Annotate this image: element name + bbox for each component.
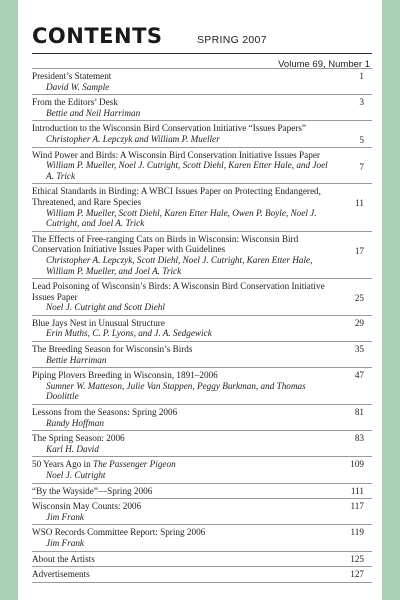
entry-authors: Erin Muths, C. P. Lyons, and J. A. Sedgewick bbox=[46, 328, 212, 339]
toc-entry[interactable] bbox=[32, 551, 372, 567]
entry-page: 29 bbox=[354, 317, 364, 328]
entry-page: 119 bbox=[350, 527, 364, 538]
entry-authors: Jim Frank bbox=[46, 537, 85, 548]
entry-authors: Noel J. Cutright bbox=[46, 470, 106, 480]
contents-list bbox=[32, 68, 372, 583]
entry-page: 111 bbox=[350, 485, 364, 496]
entry-page: 47 bbox=[354, 370, 364, 381]
toc-entry[interactable] bbox=[32, 120, 372, 146]
toc-entry[interactable] bbox=[32, 367, 372, 404]
entry-title: “By the Wayside”—Spring 2006 bbox=[32, 485, 153, 496]
entry-authors: Sumner W. Matteson, Julie Van Stappen, Peggy Burkman, and Thomas Doolittle bbox=[46, 380, 306, 402]
toc-entry[interactable] bbox=[32, 404, 372, 430]
entry-page: 83 bbox=[354, 433, 364, 444]
entry-title: Introduction to the Wisconsin Bird Conservation Initiative “Issues Papers” bbox=[32, 123, 307, 134]
page-title: CONTENTS bbox=[32, 24, 163, 48]
toc-entry[interactable] bbox=[32, 566, 372, 583]
entry-title: The Effects of Free-ranging Cats on Birds in Wisconsin: Wisconsin Bird Conservation Initiative Issues Paper with Guidelines bbox=[32, 233, 299, 255]
toc-entry[interactable] bbox=[32, 341, 372, 367]
entry-authors: Bettie Harriman bbox=[46, 354, 107, 365]
entry-page: 5 bbox=[359, 135, 364, 146]
toc-entry[interactable] bbox=[32, 183, 372, 230]
entry-authors: Bettie and Neil Harriman bbox=[46, 107, 141, 118]
entry-title: The Breeding Season for Wisconsin’s Birds bbox=[32, 344, 193, 355]
entry-title: Lessons from the Seasons: Spring 2006 bbox=[32, 407, 178, 418]
entry-page: 25 bbox=[354, 293, 364, 304]
entry-title: Wind Power and Birds: A Wisconsin Bird Conservation Initiative Issues Paper bbox=[32, 149, 320, 160]
entry-authors: Randy Hoffman bbox=[46, 417, 104, 428]
entry-page: 7 bbox=[359, 161, 364, 172]
entry-page: 11 bbox=[355, 198, 364, 209]
toc-entry[interactable] bbox=[32, 498, 372, 524]
entry-title: Piping Plovers Breeding in Wisconsin, 1891–2006 bbox=[32, 370, 218, 381]
entry-authors: William P. Mueller, Scott Diehl, Karen Etter Hale, Owen P. Boyle, Noel J. Cutright, and Joel A. Trick bbox=[46, 207, 317, 229]
entry-page: 17 bbox=[354, 245, 364, 256]
entry-page: 3 bbox=[359, 97, 364, 108]
header-rule bbox=[32, 53, 372, 54]
entry-page: 127 bbox=[350, 569, 364, 580]
entry-page: 117 bbox=[350, 501, 364, 512]
toc-entry[interactable] bbox=[32, 147, 372, 184]
toc-entry[interactable] bbox=[32, 456, 372, 482]
entry-page: 1 bbox=[359, 71, 364, 81]
entry-authors: Karl H. David bbox=[46, 443, 99, 454]
entry-title-prefix: 50 Years Ago in bbox=[32, 459, 93, 470]
toc-entry[interactable] bbox=[32, 483, 372, 499]
toc-entry[interactable] bbox=[32, 231, 372, 278]
entry-authors: Christopher A. Lepczyk, Scott Diehl, Noel J. Cutright, Karen Etter Hale, William P. Mueller, and Joel A. Trick bbox=[46, 254, 313, 276]
entry-title: Blue Jays Nest in Unusual Structure bbox=[32, 317, 165, 328]
toc-entry[interactable] bbox=[32, 524, 372, 550]
entry-title: Wisconsin May Counts: 2006 bbox=[32, 501, 142, 512]
entry-page: 81 bbox=[354, 407, 364, 418]
entry-page: 125 bbox=[350, 553, 364, 564]
entry-title: Advertisements bbox=[32, 569, 90, 580]
entry-authors: William P. Mueller, Noel J. Cutright, Scott Diehl, Karen Etter Hale, and Joel A. Trick bbox=[46, 160, 328, 181]
entry-authors: Jim Frank bbox=[46, 511, 85, 522]
volume-number: Volume 69, Number 1 bbox=[278, 59, 370, 70]
toc-entry[interactable] bbox=[32, 278, 372, 315]
entry-authors: Christopher A. Lepczyk and William P. Mueller bbox=[46, 133, 220, 144]
toc-entry[interactable] bbox=[32, 430, 372, 456]
entry-title: From the Editors’ Desk bbox=[32, 97, 118, 108]
entry-title: President’s Statement bbox=[32, 71, 112, 81]
entry-authors: David W. Sample bbox=[46, 81, 110, 92]
entry-title: WSO Records Committee Report: Spring 2006 bbox=[32, 527, 206, 538]
issue-season: SPRING 2007 bbox=[197, 34, 267, 46]
entry-title bbox=[32, 459, 372, 470]
publication-title: The Passenger Pigeon bbox=[93, 459, 176, 470]
toc-entry[interactable] bbox=[32, 68, 372, 94]
contents-page bbox=[18, 0, 382, 600]
entry-title: Lead Poisoning of Wisconsin’s Birds: A Wisconsin Bird Conservation Initiative Issues Paper bbox=[32, 281, 325, 302]
entry-title: About the Artists bbox=[32, 553, 95, 564]
entry-title: Ethical Standards in Birding: A WBCI Issues Paper on Protecting Endangered, Threatened, and Rare Species bbox=[32, 186, 321, 207]
header bbox=[32, 24, 372, 50]
entry-page: 109 bbox=[350, 459, 364, 470]
entry-title: The Spring Season: 2006 bbox=[32, 433, 125, 444]
toc-entry[interactable] bbox=[32, 94, 372, 120]
entry-page: 35 bbox=[354, 344, 364, 355]
toc-entry[interactable] bbox=[32, 315, 372, 341]
entry-authors: Noel J. Cutright and Scott Diehl bbox=[46, 302, 165, 313]
